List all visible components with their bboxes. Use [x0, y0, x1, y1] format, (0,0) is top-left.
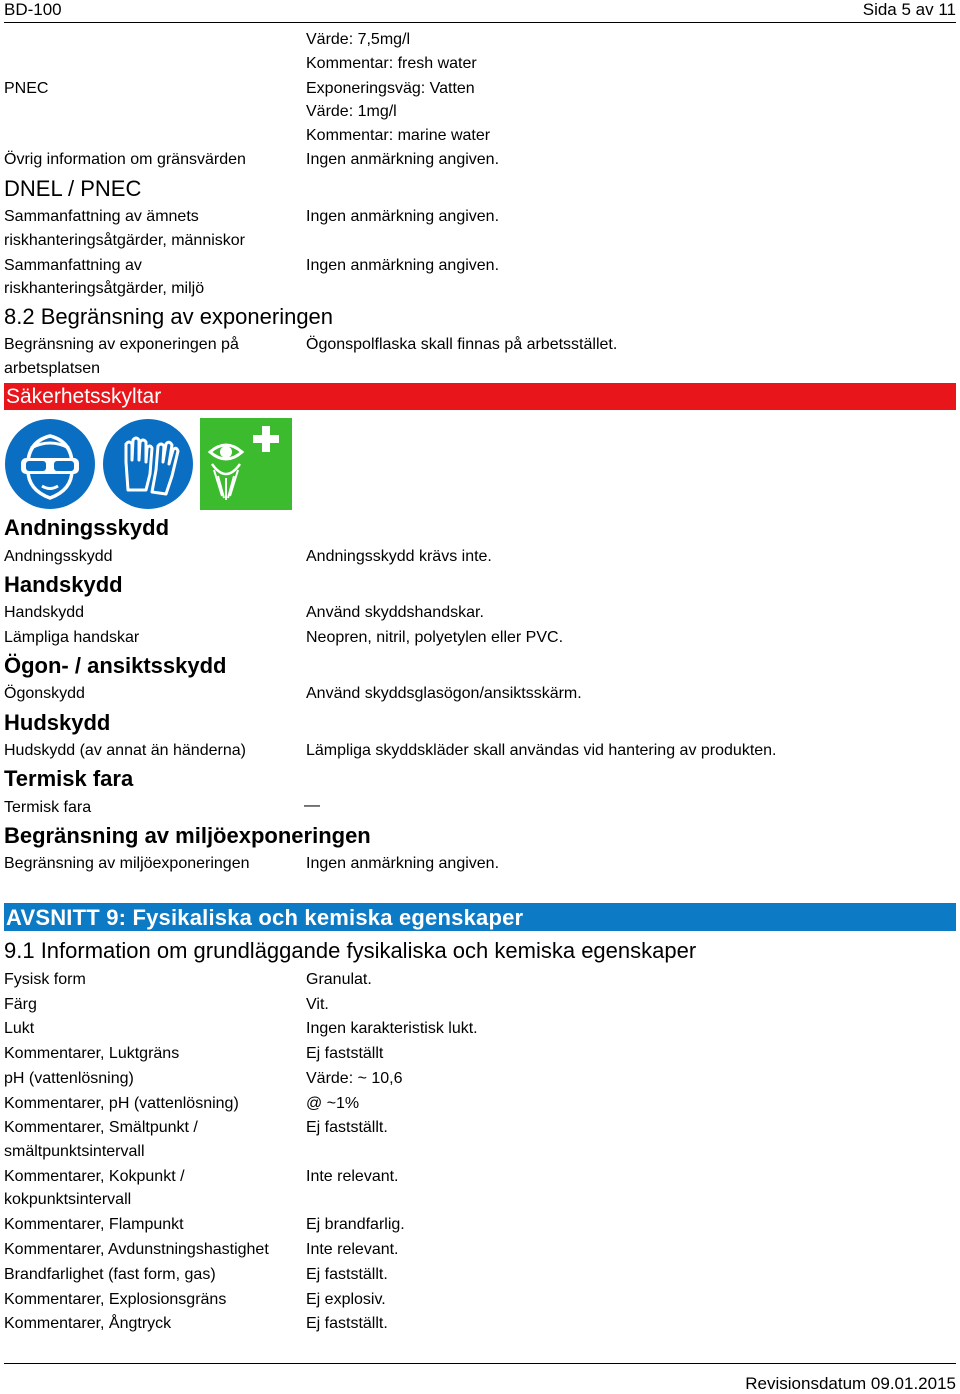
page-number: Sida 5 av 11: [862, 0, 956, 19]
s82-label-2: arbetsplatsen: [4, 360, 101, 377]
pnec-value-2: Kommentar: fresh water: [306, 55, 477, 72]
prop-value: Ej fastställt.: [306, 1119, 388, 1136]
dnel-row2-value: Ingen anmärkning angiven.: [306, 257, 500, 274]
eye-value: Använd skyddsglasögon/ansiktsskärm.: [306, 685, 582, 702]
s82-label-1: Begränsning av exponeringen på: [4, 336, 239, 353]
prop-label-cont: smältpunktsintervall: [4, 1143, 145, 1160]
prop-label: Kommentarer, Smältpunkt /: [4, 1119, 198, 1136]
prop-label: Brandfarlighet (fast form, gas): [4, 1266, 216, 1283]
prop-value: Inte relevant.: [306, 1241, 399, 1258]
prop-value: Värde: ~ 10,6: [306, 1070, 403, 1087]
prop-value: Ej fastställt.: [306, 1266, 388, 1283]
prop-value: Ingen karakteristisk lukt.: [306, 1020, 478, 1037]
dnel-row1-label-1: Sammanfattning av ämnets: [4, 208, 199, 225]
prop-label: pH (vattenlösning): [4, 1070, 134, 1087]
prop-label: Kommentarer, Luktgräns: [4, 1045, 180, 1062]
env-heading: Begränsning av miljöexponeringen: [4, 823, 371, 848]
header-rule: [4, 22, 956, 23]
safety-signs-bar: [4, 383, 956, 410]
dnel-row1-label-2: riskhanteringsåtgärder, människor: [4, 232, 246, 249]
dnel-row2-label-2: riskhanteringsåtgärder, miljö: [4, 280, 205, 297]
dnel-heading: DNEL / PNEC: [4, 176, 142, 201]
footer-rule: [4, 1363, 956, 1364]
pnec-value-1: Värde: 7,5mg/l: [306, 31, 411, 48]
prop-label: Kommentarer, pH (vattenlösning): [4, 1095, 239, 1112]
glove-label: Lämpliga handskar: [4, 629, 140, 646]
prop-label: Kommentarer, Flampunkt: [4, 1216, 184, 1233]
skin-value: Lämpliga skyddskläder skall användas vid hantering av produkten.: [306, 742, 777, 759]
section-8-2-heading: 8.2 Begränsning av exponeringen: [4, 304, 334, 329]
prop-label-cont: kokpunktsintervall: [4, 1191, 132, 1208]
prop-label: Kommentarer, Avdunstningshastighet: [4, 1241, 269, 1258]
prop-value: Ej fastställt.: [306, 1315, 388, 1332]
prop-label: Kommentarer, Explosionsgräns: [4, 1291, 227, 1308]
eyewash-icon: [200, 418, 292, 510]
prop-label: Fysisk form: [4, 971, 86, 988]
section-9-bar: [4, 903, 956, 931]
prop-label: Lukt: [4, 1020, 35, 1037]
eye-heading: Ögon- / ansiktsskydd: [4, 653, 227, 678]
env-label: Begränsning av miljöexponeringen: [4, 855, 250, 872]
s82-value: Ögonspolflaska skall finnas på arbetsstället.: [306, 336, 618, 353]
prop-value: Granulat.: [306, 971, 372, 988]
pnec-value-3: Exponeringsväg: Vatten: [306, 80, 475, 97]
prop-label: Kommentarer, Ångtryck: [4, 1315, 172, 1332]
pnec-value-4: Värde: 1mg/l: [306, 103, 397, 120]
prop-value: Ej explosiv.: [306, 1291, 386, 1308]
respiratory-label: Andningsskydd: [4, 548, 113, 565]
safety-signs-title: Säkerhetsskyltar: [6, 385, 162, 408]
hand-label: Handskydd: [4, 604, 85, 621]
hand-heading: Handskydd: [4, 572, 123, 597]
respiratory-value: Andningsskydd krävs inte.: [306, 548, 492, 565]
prop-value: Ej brandfarlig.: [306, 1216, 405, 1233]
section-9-title: AVSNITT 9: Fysikaliska och kemiska egenskaper: [6, 905, 524, 930]
revision-date: Revisionsdatum 09.01.2015: [745, 1374, 956, 1393]
skin-heading: Hudskydd: [4, 710, 111, 735]
thermal-label: Termisk fara: [4, 799, 92, 816]
respiratory-heading: Andningsskydd: [4, 515, 170, 540]
env-value: Ingen anmärkning angiven.: [306, 855, 500, 872]
prop-value: Ej fastställt: [306, 1045, 384, 1062]
prop-label: Kommentarer, Kokpunkt /: [4, 1168, 185, 1185]
thermal-value: —: [304, 797, 320, 814]
gloves-icon: [102, 418, 194, 510]
prop-value: Inte relevant.: [306, 1168, 399, 1185]
ovrig-value: Ingen anmärkning angiven.: [306, 151, 500, 168]
eye-label: Ögonskydd: [4, 685, 85, 702]
pnec-value-5: Kommentar: marine water: [306, 127, 491, 144]
skin-label: Hudskydd (av annat än händerna): [4, 742, 246, 759]
prop-label: Färg: [4, 996, 37, 1013]
thermal-heading: Termisk fara: [4, 766, 134, 791]
ovrig-label: Övrig information om gränsvärden: [4, 151, 246, 168]
glove-value: Neopren, nitril, polyetylen eller PVC.: [306, 629, 564, 646]
prop-value: Vit.: [306, 996, 329, 1013]
document-id: BD-100: [4, 0, 62, 19]
section-9-1-heading: 9.1 Information om grundläggande fysikaliska och kemiska egenskaper: [4, 938, 697, 963]
prop-value: @ ~1%: [306, 1095, 360, 1112]
dnel-row2-label-1: Sammanfattning av: [4, 257, 142, 274]
dnel-row1-value: Ingen anmärkning angiven.: [306, 208, 500, 225]
goggles-icon: [4, 418, 96, 510]
pnec-label: PNEC: [4, 80, 49, 97]
hand-value: Använd skyddshandskar.: [306, 604, 484, 621]
